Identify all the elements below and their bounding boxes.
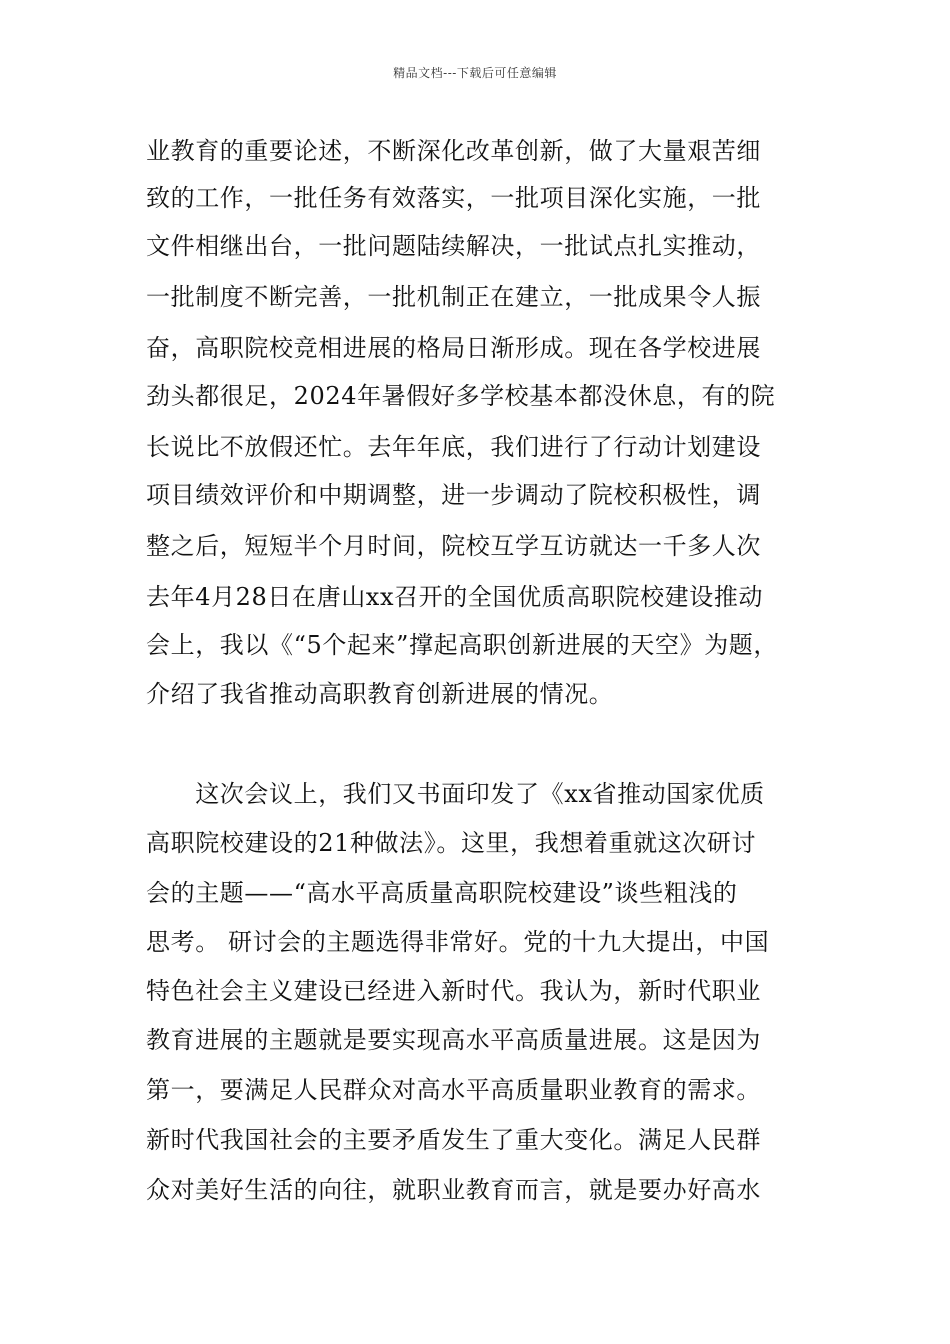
page-header: 精品文档---下载后可任意编辑: [393, 66, 557, 80]
text-line: 会上，我以《“5个起来”撑起高职创新进展的天空》为题，: [146, 631, 779, 659]
text-line: 致的工作，一批任务有效落实，一批项目深化实施，一批: [146, 184, 761, 212]
text-line: 高职院校建设的21种做法》。这里，我想着重就这次研讨: [146, 829, 757, 857]
text-line: 会的主题——“高水平高质量高职院校建设”谈些粗浅的: [146, 879, 738, 907]
text-line: 第一，要满足人民群众对高水平高质量职业教育的需求。: [146, 1076, 761, 1104]
text-line: 整之后，短短半个月时间，院校互学互访就达一千多人次: [146, 532, 761, 560]
text-line: 思考。 研讨会的主题选得非常好。党的十九大提出，中国: [146, 928, 770, 956]
text-line: 教育进展的主题就是要实现高水平高质量进展。这是因为: [146, 1026, 761, 1054]
text-line: 劲头都很足，2024年暑假好多学校基本都没休息，有的院: [146, 382, 776, 410]
text-line: 一批制度不断完善，一批机制正在建立，一批成果令人振: [146, 283, 761, 311]
text-line: 新时代我国社会的主要矛盾发生了重大变化。满足人民群: [146, 1126, 761, 1154]
text-line: 这次会议上，我们又书面印发了《xx省推动国家优质: [146, 780, 765, 808]
text-line: 文件相继出台，一批问题陆续解决，一批试点扎实推动，: [146, 232, 761, 260]
text-line: 业教育的重要论述，不断深化改革创新，做了大量艰苦细: [146, 137, 761, 165]
text-line: 特色社会主义建设已经进入新时代。我认为，新时代职业: [146, 977, 761, 1005]
text-line: 长说比不放假还忙。去年年底，我们进行了行动计划建设: [146, 433, 761, 461]
text-line: 项目绩效评价和中期调整，进一步调动了院校积极性，调: [146, 481, 761, 509]
text-line: 介绍了我省推动高职教育创新进展的情况。: [146, 680, 614, 708]
text-line: 众对美好生活的向往，就职业教育而言，就是要办好高水: [146, 1176, 761, 1204]
text-line: 去年4月28日在唐山xx召开的全国优质高职院校建设推动: [146, 583, 764, 611]
text-line: 奋，高职院校竞相进展的格局日渐形成。现在各学校进展: [146, 334, 761, 362]
